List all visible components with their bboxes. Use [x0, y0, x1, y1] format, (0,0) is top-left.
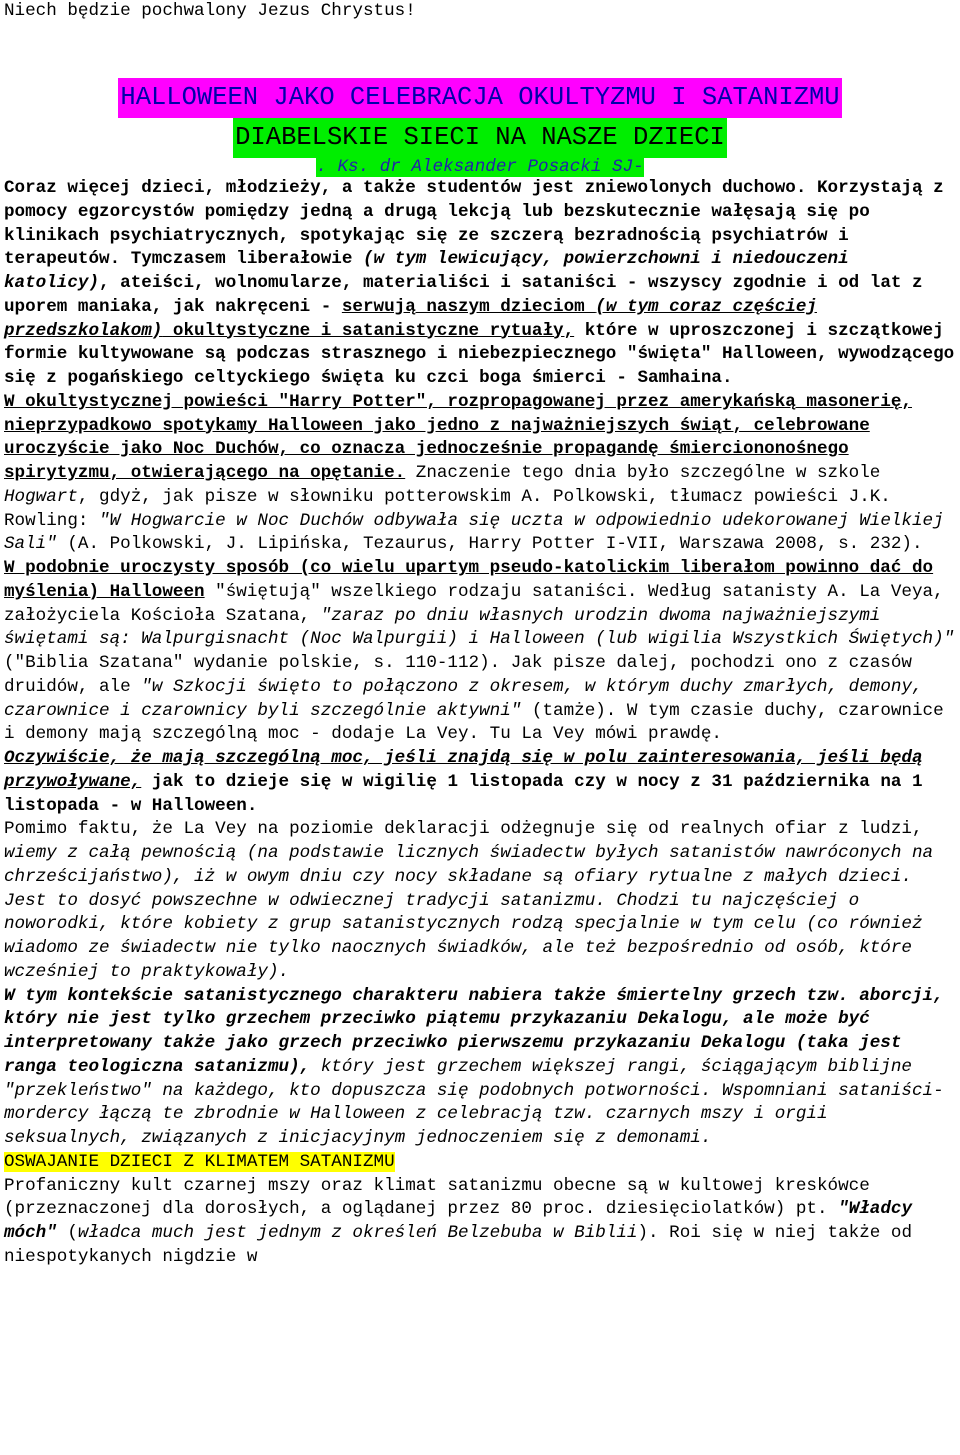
title-row [4, 24, 956, 118]
p1-underlined-2: okultystyczne i satanistyczne rytuały, [162, 320, 575, 341]
p7-title: "Władcy móch" [4, 1199, 912, 1243]
author-line [4, 157, 956, 177]
p5-italic: wiemy z całą pewnością (na podstawie licznych świadectw byłych satanistów nawróconych na chrześcijaństwo), iż w owym dniu czy nocy składane są ofiary rytualne z małych dzieci. Jest to dosyć powszechne w odwiecznej tradycji satanizmu. Chodzi tu najczęściej o noworodki, które kobiety z grup satanistycznych rodzą specjalnie w tym celu (co również wiadomo ze świadectw nie tylko naocznych świadków, ale też bezpośrednio od osób, które wcześniej to praktykowały). [4, 843, 934, 982]
p2-quote: "W Hogwarcie w Noc Duchów odbywała się uczta w odpowiednio udekorowanej Wielkiej Sali" [4, 510, 944, 555]
p7-text: Profaniczny kult czarnej mszy oraz klimat satanizmu obecne są w kultowej kreskówce (przeznaczonej dla dorosłych, a oglądanej przez 80 proc. dziesięciolatków) pt. [4, 1175, 870, 1220]
p3-text: "świętują" wszelkiego rodzaju sataniści. Według satanisty A. La Veya, założyciela Kościoła Szatana, [4, 581, 944, 626]
p1-underlined-italic: (w tym coraz częściej przedszkolakom) [4, 296, 817, 341]
p2-underlined: W okultystycznej powieści "Harry Potter", rozpropagowanej przez amerykańską masonerię, [4, 391, 912, 412]
p4-text: jak to dzieje się w wigilię 1 listopada czy w nocy z 31 października na 1 listopada - w Halloween. [4, 771, 923, 816]
article-subtitle: DIABELSKIE SIECI NA NASZE DZIECI [233, 118, 727, 158]
p2-citation: (A. Polkowski, J. Lipińska, Tezaurus, Harry Potter I-VII, Warszawa 2008, s. 232). [56, 534, 923, 555]
p2-text: Znaczenie tego dnia było szczególne w szkole [405, 463, 881, 483]
p3-quote-2: "w Szkocji święto to połączono z okresem, w którym duchy zmarłych, demony, czarownice i czarownicy byli szczególnie aktywni" [4, 676, 923, 721]
paragraph-6 [4, 985, 956, 1151]
subtitle-row [4, 118, 956, 158]
p2-italic: Hogwart [4, 486, 78, 507]
author: . Ks. dr Aleksander Posacki SJ- [316, 157, 644, 177]
p2-text-2: , gdyż, jak pisze w słowniku potterowskim A. Polkowski, tłumacz powieści J.K. Rowling: [4, 486, 891, 531]
p6-italic: który jest grzechem większej rangi, ściągającym biblijne "przekleństwo" na każdego, kto dopuszcza się podobnych potworności. Wspomniani sataniści-mordercy łączą te zbrodnie w Halloween z celebracją tzw. czarnych mszy i orgii seksualnych, związanych z inicjacyjnym jednoczeniem się z demonami. [4, 1056, 944, 1148]
p2-underlined-2: nieprzypadkowo spotykamy Halloween jako jedno z najważniejszych świąt, celebrowane uroczyście jako Noc Duchów, co oznacza jednocześnie propagandę śmierciononośnego spirytyzmu, otwierającego na opętanie. [4, 415, 870, 483]
paragraph-7 [4, 1175, 956, 1270]
paragraph-2 [4, 391, 956, 557]
p7-text-2: ). Roi się w niej także od niespotykanych nigdzie w [4, 1223, 913, 1267]
p5-text: Pomimo faktu, że La Vey na poziomie deklaracji odżegnuje się od realnych ofiar z ludzi, [4, 819, 923, 840]
p3-underlined: W podobnie uroczysty sposób (co wielu upartym pseudo-katolickim liberałom powinno dać do myślenia) Halloween [4, 558, 934, 602]
paragraph-1 [4, 177, 956, 391]
p1-text-3: które w uproszczonej i szczątkowej formie kultywowane są podczas strasznego i niebezpiecznego "święta" Halloween, wywodzącego się z pogańskiego celtyckiego święta ku czci boga śmierci - Samhaina. [4, 320, 955, 388]
p6-bold-italic: W tym kontekście satanistycznego charakteru nabiera także śmiertelny grzech tzw. aborcji, który nie jest tylko grzechem przeciwko piątemu przykazaniu Dekalogu, ale może być interpretowany także jako grzech przeciwko pierwszemu przykazaniu Dekalogu (taka jest ranga teologiczna satanizmu), [4, 985, 944, 1077]
document-page [4, 0, 956, 1270]
p3-quote: "zaraz po dniu własnych urodzin dwoma najważniejszymi świętami są: Walpurgisnacht (Noc Walpurgii) i Halloween (lub wigilia Wszystkich Świętych)" [4, 605, 955, 650]
p7-italic: władca much jest jednym z określeń Belzebuba w Biblii [77, 1223, 638, 1243]
p1-text-2: , ateiści, wolnomularze, materialiści i sataniści - wszyscy zgodnie i od lat z uporem maniaka, jak nakręceni - [4, 273, 923, 317]
article-title: HALLOWEEN JAKO CELEBRACJA OKULTYZMU I SATANIZMU [118, 78, 841, 118]
p3-text-2: ("Biblia Szatana" wydanie polskie, s. 110-112). Jak pisze dalej, pochodzi ono z czasów druidów, ale [4, 653, 912, 697]
paragraph-5 [4, 818, 956, 984]
greeting: Niech będzie pochwalony Jezus Chrystus! [4, 1, 416, 21]
p7-paren: ( [56, 1223, 78, 1243]
paragraph-4 [4, 747, 956, 818]
p1-italic: (w tym lewicujący, powierzchowni i niedouczeni katolicy) [4, 249, 849, 293]
paragraph-3 [4, 557, 956, 747]
p1-underlined: serwują naszym dzieciom [341, 296, 596, 317]
p1-text: Coraz więcej dzieci, młodzieży, a także studentów jest zniewolonych duchowo. Korzystają z pomocy egzorcystów pomiędzy jedną a drugą lekcją lub bezskutecznie wałęsają się po klinikach psychiatrycznych, spotykając się ze szczerą bezradnością psychiatrów i terapeutów. Tymczasem liberałowie [4, 178, 944, 270]
section-heading: OSWAJANIE DZIECI Z KLIMATEM SATANIZMU [4, 1151, 395, 1172]
p3-text-3: (tamże). W tym czasie duchy, czarownice i demony mają szczególną moc - dodaje La Vey. Tu La Vey mówi prawdę. [4, 700, 944, 745]
p4-underlined-italic: Oczywiście, że mają szczególną moc, jeśli znajdą się w polu zainteresowania, jeśli będą przywoływane, [4, 748, 923, 792]
section-heading-row [4, 1151, 956, 1175]
